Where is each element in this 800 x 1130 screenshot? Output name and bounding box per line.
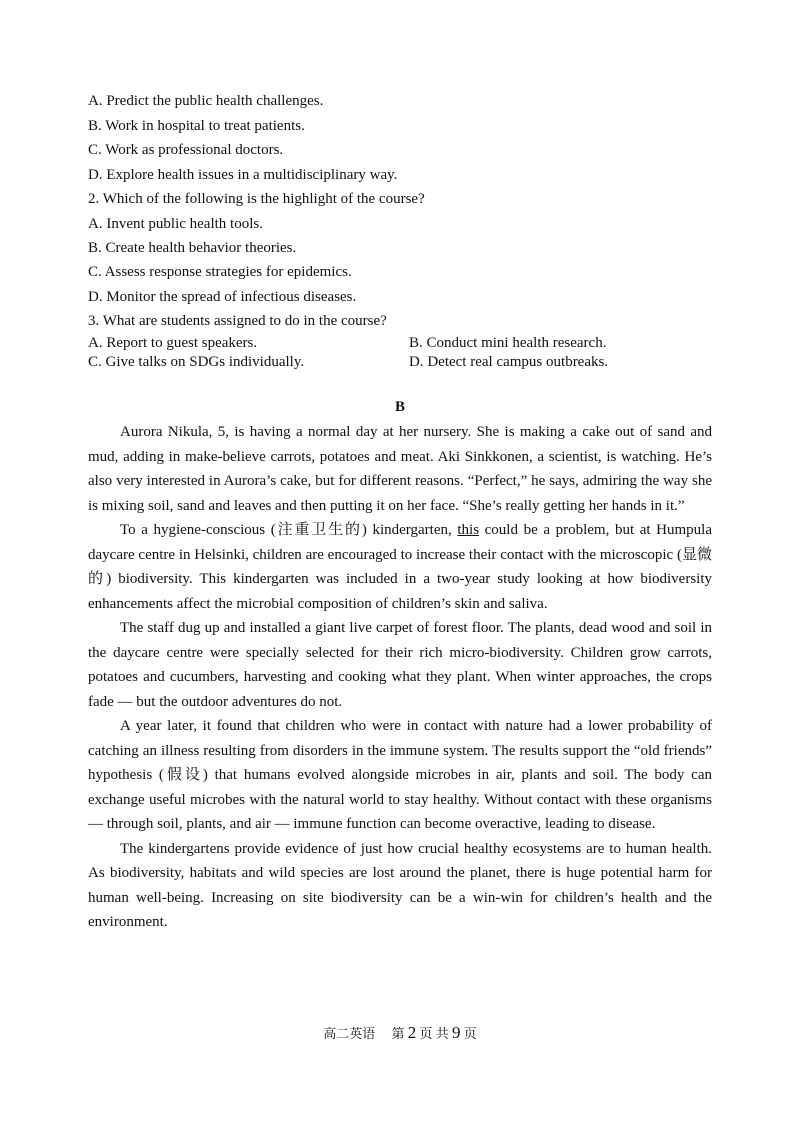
passage-paragraph-1: Aurora Nikula, 5, is having a normal day at her nursery. She is making a cake out of sand and mud, adding in make-believe carrots, potatoes and meat. Aki Sinkkonen, a scientist, is watching. He’s also very interested in Aurora’s cake, but for different reasons. “Perfect,” he says, admiring the way she is mixing soil, sand and leaves and then putting it on her face. “She’s really getting her hands in it.” xyxy=(88,424,712,514)
q1-option-a: A. Predict the public health challenges. xyxy=(88,93,324,109)
q2-option-a: A. Invent public health tools. xyxy=(88,216,263,232)
passage-paragraph-2 xyxy=(88,518,712,616)
q2-stem: 2. Which of the following is the highlight of the course? xyxy=(88,191,425,207)
footer-ye2: 页 xyxy=(463,1026,477,1041)
q1-option-b: B. Work in hospital to treat patients. xyxy=(88,118,305,134)
footer-di: 第 xyxy=(391,1026,405,1041)
underlined-word-this: this xyxy=(457,522,480,538)
q2-option-b: B. Create health behavior theories. xyxy=(88,240,297,256)
footer-ye: 页 xyxy=(419,1026,433,1041)
reading-passage-b xyxy=(88,420,712,935)
q2-option-d: D. Monitor the spread of infectious diseases. xyxy=(88,289,357,305)
footer-subject: 高二英语 xyxy=(323,1026,376,1041)
page-footer xyxy=(0,1024,800,1043)
footer-page-number: 2 xyxy=(407,1023,417,1042)
q1-option-c: C. Work as professional doctors. xyxy=(88,142,284,158)
passage-paragraph-3: The staff dug up and installed a giant live carpet of forest floor. The plants, dead wood and soil in the daycare centre were specially selected for their rich micro-biodiversity. Children grow carrots, potatoes and cucumbers, harvesting and cooking what they plant. When winter approaches, the crops fade — but the outdoor adventures do not. xyxy=(88,620,712,710)
q3-stem: 3. What are students assigned to do in the course? xyxy=(88,313,387,329)
q3-option-b: B. Conduct mini health research. xyxy=(409,335,607,351)
passage-paragraph-5: The kindergartens provide evidence of just how crucial healthy ecosystems are to human health. As biodiversity, habitats and wild species are lost around the planet, there is huge potential harm for human well-being. Increasing on site biodiversity can be a win-win for children’s health and the environment. xyxy=(88,840,712,930)
footer-total-pages: 9 xyxy=(452,1023,461,1042)
q2-option-c: C. Assess response strategies for epidemics. xyxy=(88,264,352,280)
passage-paragraph-4: A year later, it found that children who were in contact with nature had a lower probability of catching an illness resulting from disorders in the immune system. The results support the “old friends” hypothesis (假设) that humans evolved alongside microbes in air, plants and soil. The body can exchange useful microbes with the natural world to stay healthy. Without contact with these organisms — through soil, plants, and air — immune function can become overactive, leading to disease. xyxy=(88,718,712,832)
paragraph-2-text-start: To a hygiene-conscious (注重卫生的) kindergarten, xyxy=(120,522,458,538)
footer-gong: 共 xyxy=(435,1026,449,1041)
q1-option-d: D. Explore health issues in a multidisciplinary way. xyxy=(88,167,398,183)
paragraph-2-text-end: could be a problem, but at Humpula daycare centre in Helsinki, children are encouraged to increase their contact with the microscopic (显微的) biodiversity. This kindergarten was included in a two-year study looking at how biodiversity enhancements affect the microbial composition of children’s skin and saliva. xyxy=(88,522,712,612)
q3-option-d: D. Detect real campus outbreaks. xyxy=(409,354,609,370)
q3-option-c: C. Give talks on SDGs individually. xyxy=(88,354,305,370)
section-b-heading: B xyxy=(394,399,405,415)
q3-option-a: A. Report to guest speakers. xyxy=(88,335,258,351)
